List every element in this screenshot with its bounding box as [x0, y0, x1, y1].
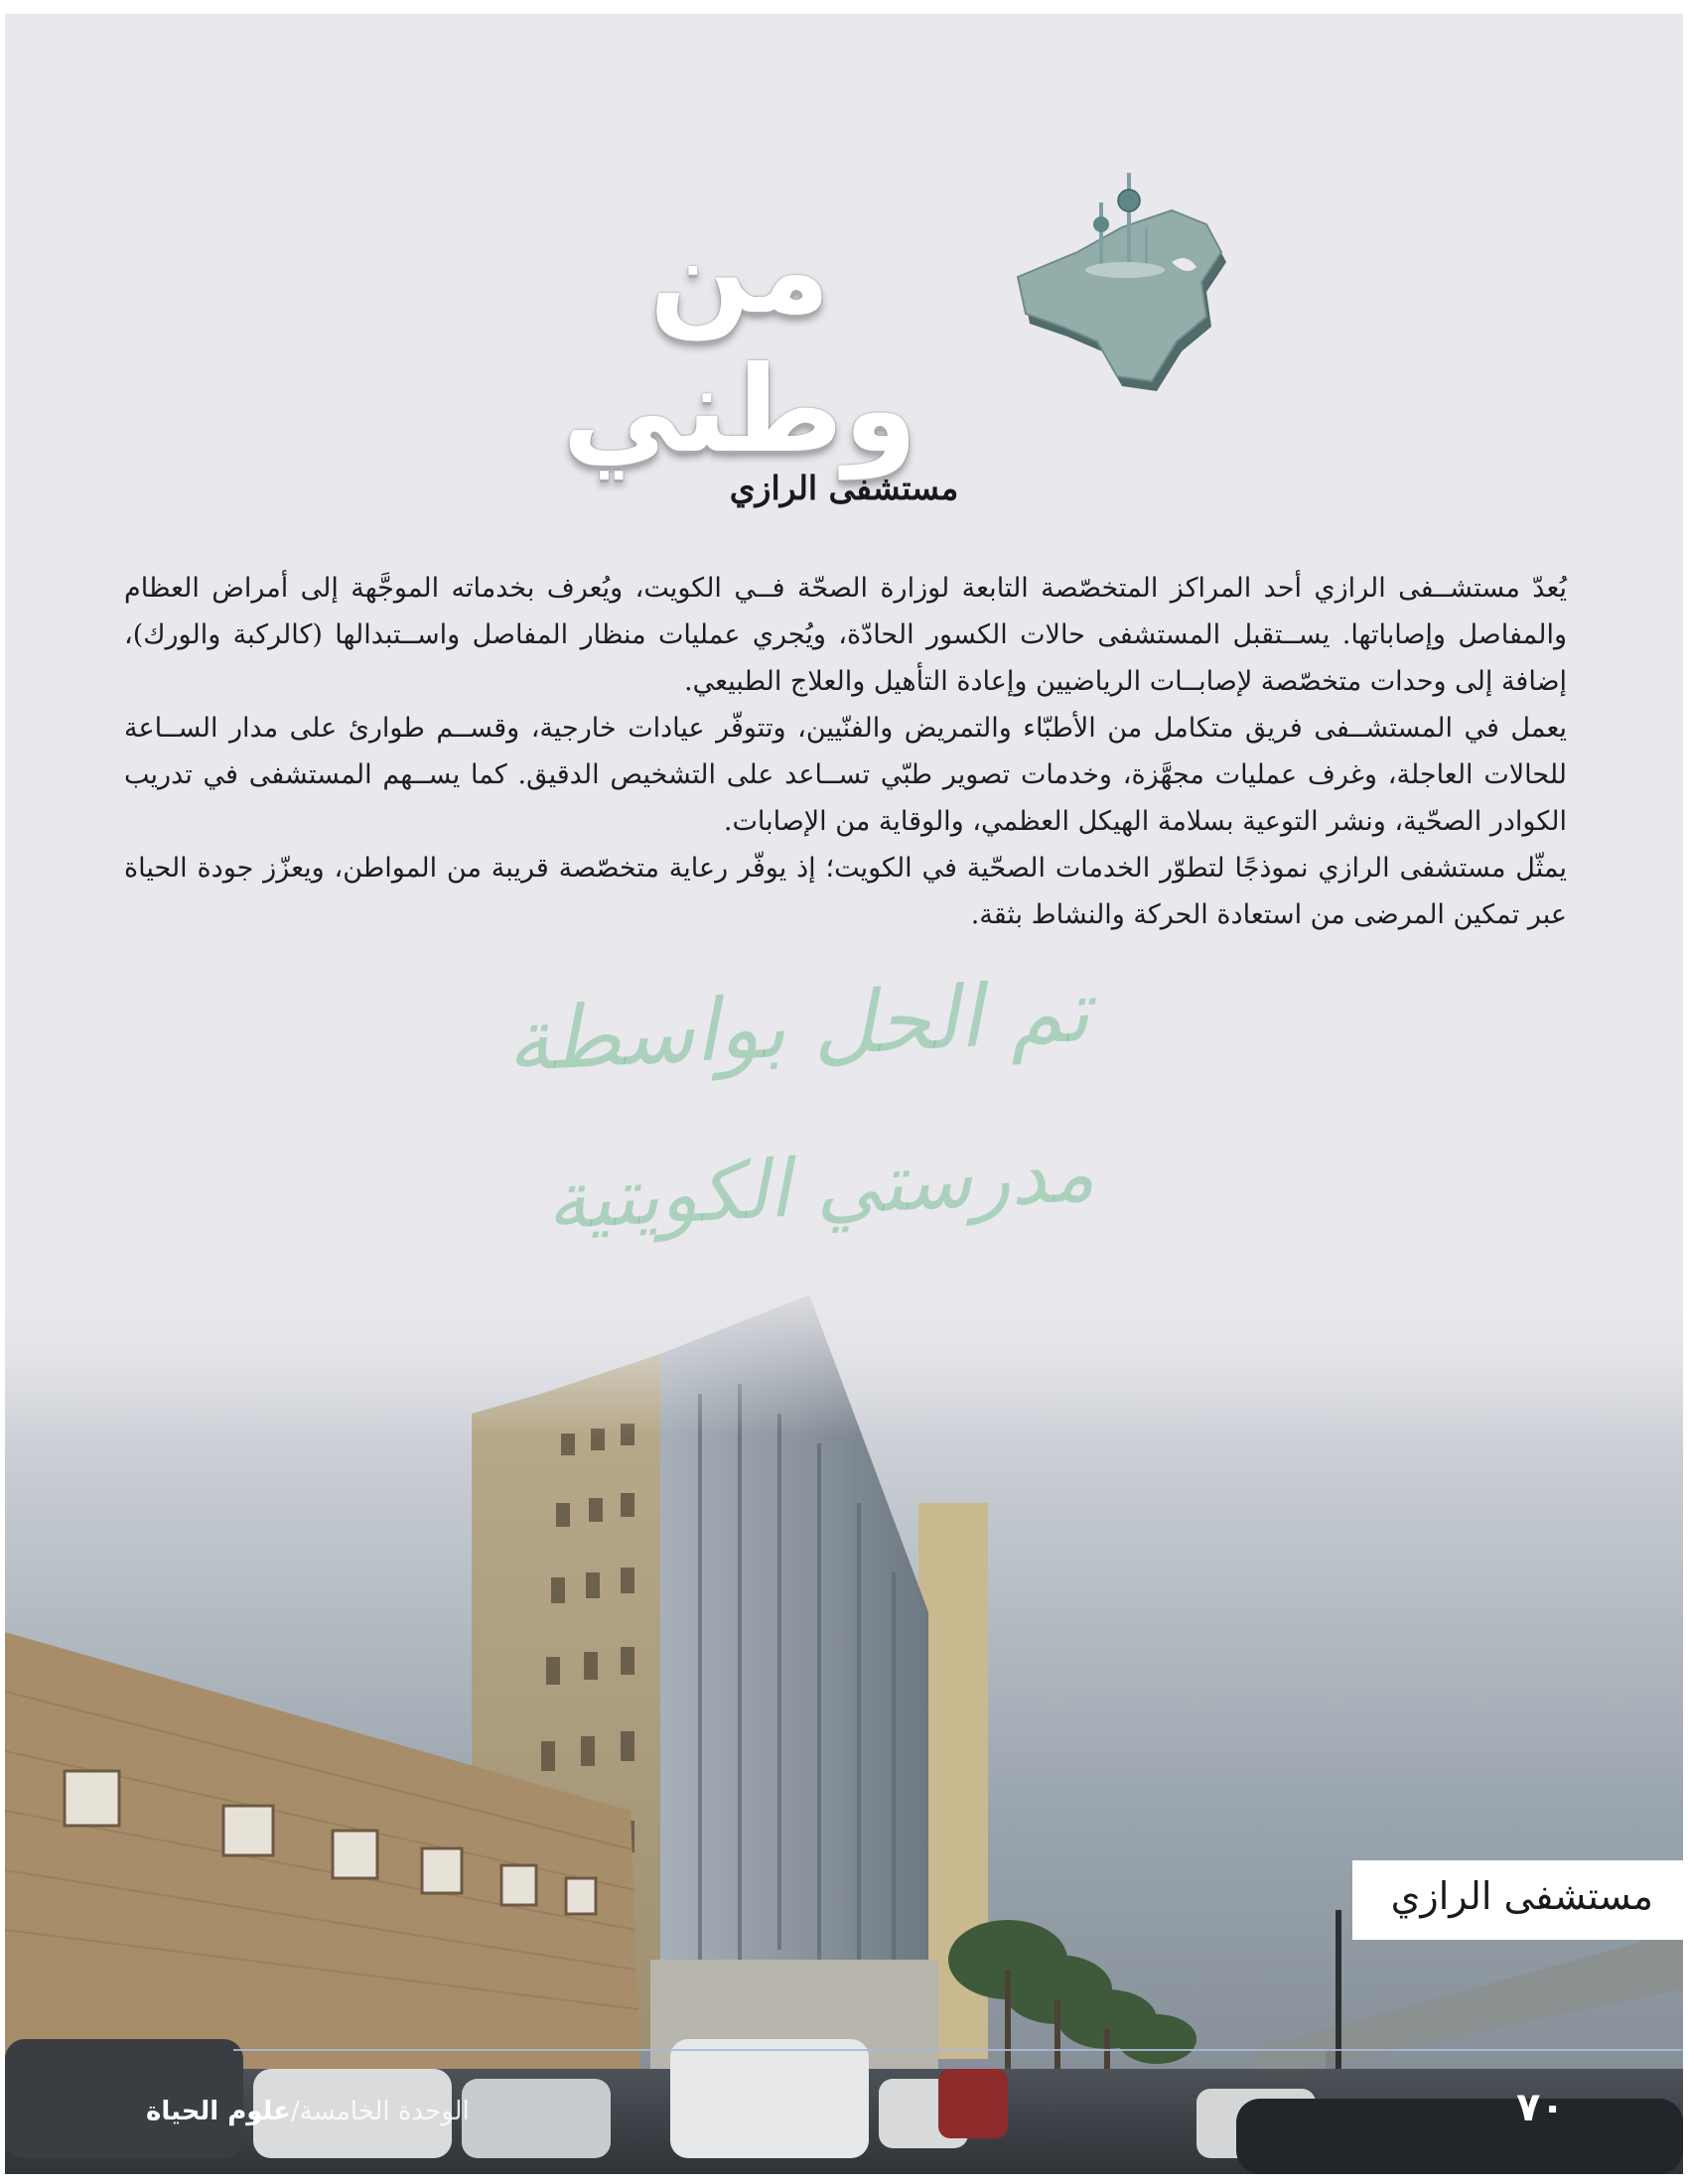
- footer-breadcrumb: [146, 2097, 470, 2126]
- footer-book-title: علوم الحياة: [146, 2097, 291, 2126]
- paragraph: يمثّل مستشفى الرازي نموذجًا لتطوّر الخدمات الصحّية في الكويت؛ إذ يوفّر رعاية متخصّصة قريبة من المواطن، ويعزّز جودة الحياة عبر تمكين المرضى من استعادة الحركة والنشاط بثقة.: [124, 853, 1567, 930]
- caption-tab: [1352, 1860, 1358, 1940]
- footer-unit: الوحدة الخامسة/: [290, 2097, 470, 2126]
- footer-divider: [233, 2049, 1683, 2051]
- paragraph: يعمل في المستشــفى فريق متكامل من الأطبّاء والتمريض والفنّيين، وتتوفّر عيادات خارجية، وقســم طوارئ على مدار الســاعة للحالات العاجلة، وغرف عمليات مجهَّزة، وخدمات تصوير طبّي تســاعد على التشخيص الدقيق. كما يســهم المستشفى في تدريب الكوادر الصحّية، ونشر التوعية بسلامة الهيكل العظمي، والوقاية من الإصابات.: [124, 713, 1567, 837]
- photo-caption-box: [1358, 1860, 1683, 1940]
- page-number: ٧٠: [1516, 2085, 1565, 2130]
- paragraph: يُعدّ مستشــفى الرازي أحد المراكز المتخصّصة التابعة لوزارة الصحّة فــي الكويت، ويُعرف بخدماته الموجَّهة إلى أمراض العظام والمفاصل وإصاباتها. يســتقبل المستشفى حالات الكسور الحادّة، ويُجري عمليات منظار المفاصل واســتبدالها (كالركبة والورك)، إضافة إلى وحدات متخصّصة لإصابــات الرياضيين وإعادة التأهيل والعلاج الطبيعي.: [124, 573, 1567, 697]
- kuwait-map-towers-icon: [1008, 143, 1236, 401]
- article-body: [124, 565, 1567, 938]
- article-title: مستشفى الرازي: [729, 469, 959, 507]
- page: [5, 14, 1683, 2174]
- section-title: من وطني: [561, 203, 917, 479]
- section-header: [5, 123, 1683, 479]
- photo-caption: مستشفى الرازي: [1390, 1874, 1653, 1918]
- watermark-line-2: مدرستي الكويتية: [543, 1126, 1097, 1248]
- watermark-line-1: تم الحل بواسطة: [503, 961, 1092, 1092]
- hospital-photo: [5, 1275, 1683, 2174]
